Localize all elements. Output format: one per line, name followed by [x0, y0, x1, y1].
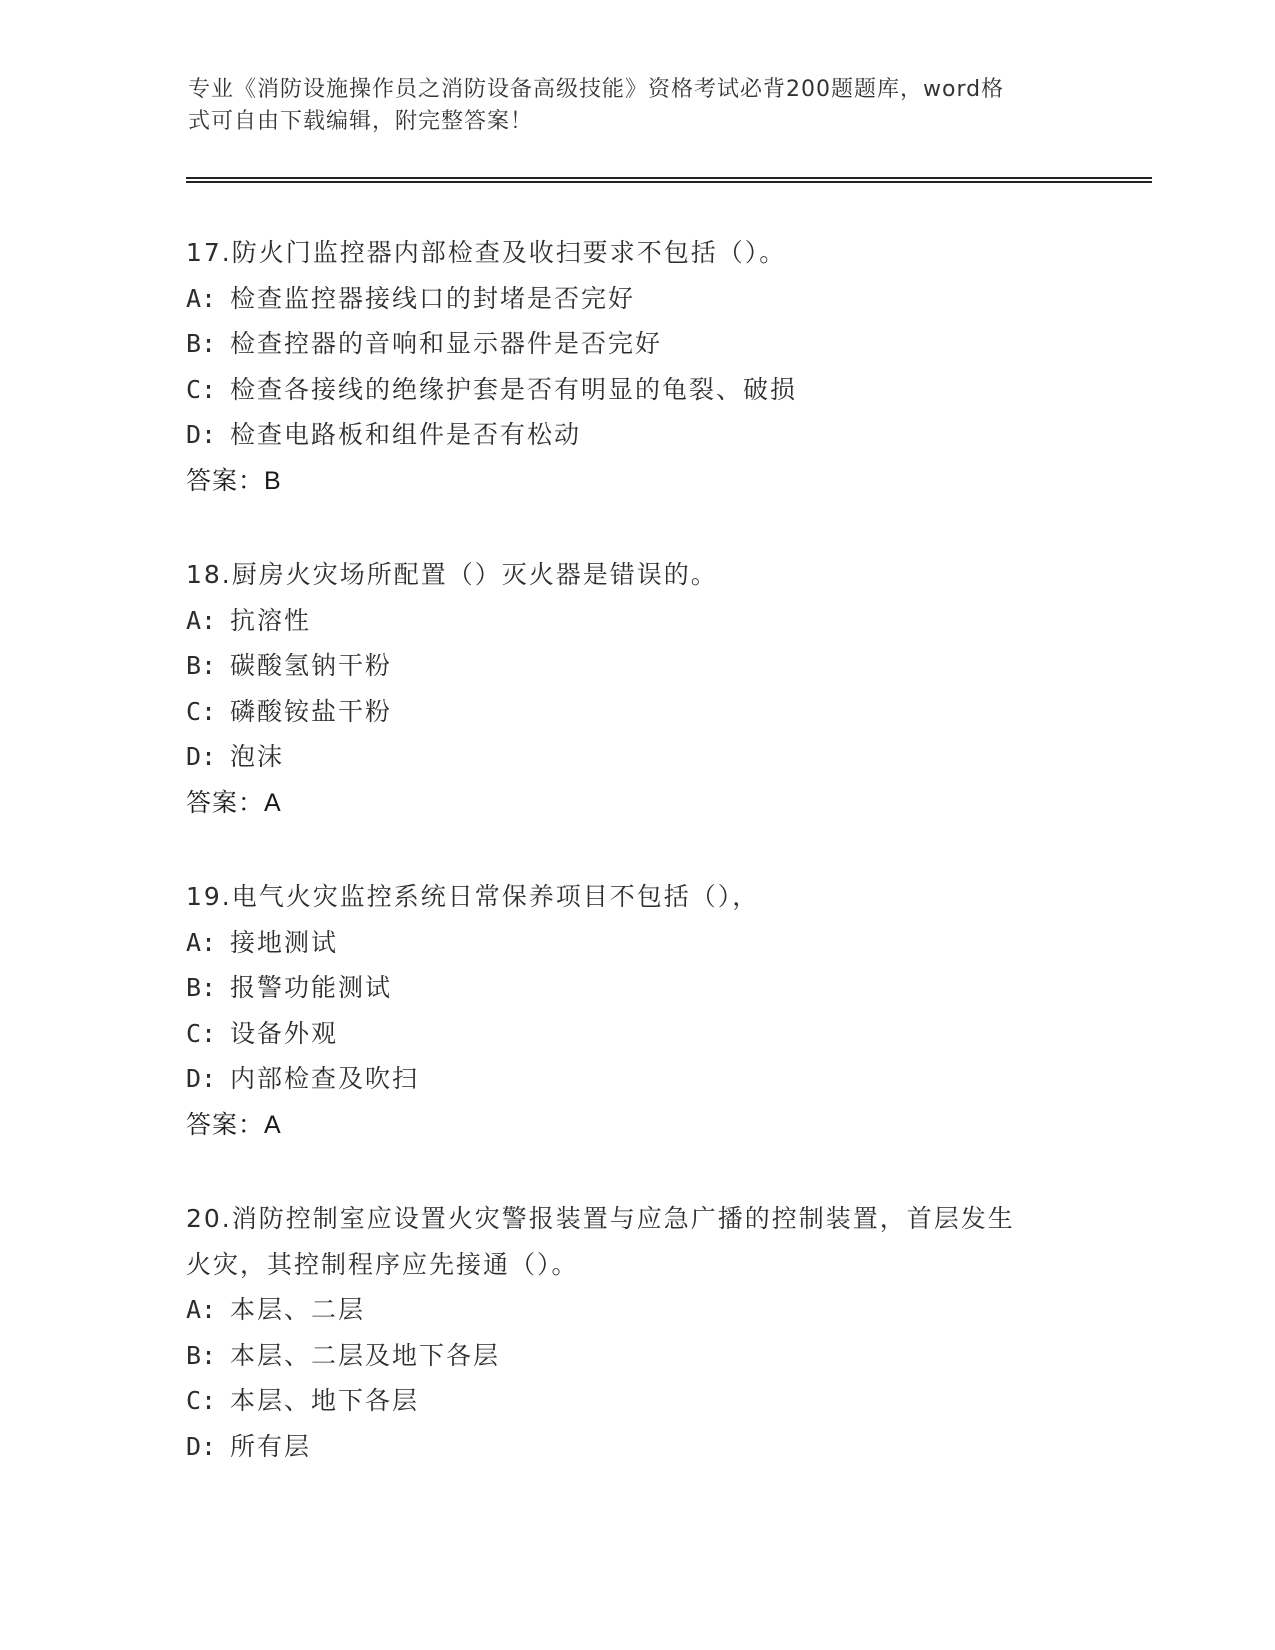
- option-text: 所有层: [230, 1431, 312, 1461]
- option-text: 接地测试: [230, 927, 339, 957]
- option-text: 内部检查及吹扫: [230, 1064, 420, 1093]
- answer-label: 答案：: [186, 465, 265, 495]
- option-letter: B:: [186, 973, 217, 1002]
- option-letter: D:: [186, 1431, 217, 1461]
- option-letter: B:: [186, 1340, 217, 1370]
- question-18: [186, 552, 1086, 825]
- option-text: 检查控器的音响和显示器件是否完好: [230, 329, 663, 358]
- option-letter: C:: [186, 374, 217, 404]
- option-letter: C:: [186, 1018, 217, 1048]
- option-d: [186, 1424, 1086, 1470]
- header-line-1: 专业《消防设施操作员之消防设备高级技能》资格考试必背200题题库，word格: [188, 77, 1005, 102]
- answer-label: 答案：: [186, 1109, 265, 1139]
- answer: [186, 780, 1086, 826]
- option-text: 报警功能测试: [230, 973, 393, 1002]
- option-text: 检查各接线的绝缘护套是否有明显的龟裂、破损: [230, 374, 798, 404]
- question-17: [186, 230, 1086, 503]
- answer-value: B: [264, 466, 282, 495]
- answer-value: A: [264, 788, 282, 817]
- option-letter: D:: [186, 1064, 217, 1093]
- option-c: [186, 689, 1086, 735]
- option-letter: D:: [186, 742, 217, 771]
- option-text: 本层、二层: [230, 1295, 366, 1324]
- option-letter: B:: [186, 329, 217, 358]
- option-letter: A:: [186, 605, 217, 635]
- option-text: 抗溶性: [230, 605, 312, 635]
- option-text: 本层、二层及地下各层: [230, 1340, 501, 1370]
- option-text: 碳酸氢钠干粉: [230, 651, 393, 680]
- answer: [186, 458, 1086, 504]
- question-19: [186, 874, 1086, 1147]
- option-b: [186, 321, 1086, 367]
- option-letter: B:: [186, 651, 217, 680]
- document-header: [188, 74, 1068, 138]
- option-d: [186, 412, 1086, 458]
- option-c: [186, 1011, 1086, 1057]
- option-c: [186, 367, 1086, 413]
- option-a: [186, 920, 1086, 966]
- option-letter: D:: [186, 420, 217, 449]
- answer-label: 答案：: [186, 787, 265, 817]
- option-text: 设备外观: [230, 1018, 339, 1048]
- question-text: 17.防火门监控器内部检查及收扫要求不包括（）。: [186, 238, 787, 267]
- header-line-2: 式可自由下载编辑，附完整答案！: [188, 109, 534, 134]
- option-c: [186, 1378, 1086, 1424]
- question-20: [186, 1196, 1086, 1469]
- option-b: [186, 965, 1086, 1011]
- option-a: [186, 276, 1086, 322]
- option-text: 本层、地下各层: [230, 1386, 420, 1415]
- question-text-line-1: 20.消防控制室应设置火灾警报装置与应急广播的控制装置，首层发生: [186, 1204, 1015, 1233]
- question-text-line-2: 火灾，其控制程序应先接通（）。: [186, 1249, 579, 1279]
- option-letter: A:: [186, 1295, 217, 1324]
- question-text: 19.电气火灾监控系统日常保养项目不包括（），: [186, 882, 760, 911]
- option-letter: A:: [186, 927, 217, 957]
- option-letter: C:: [186, 696, 217, 726]
- answer: [186, 1102, 1086, 1148]
- option-b: [186, 1333, 1086, 1379]
- answer-value: A: [264, 1110, 282, 1139]
- option-a: [186, 598, 1086, 644]
- option-a: [186, 1287, 1086, 1333]
- option-d: [186, 1056, 1086, 1102]
- option-letter: A:: [186, 283, 217, 313]
- option-letter: C:: [186, 1386, 217, 1415]
- option-text: 泡沫: [230, 742, 285, 771]
- header-divider: [186, 177, 1152, 183]
- option-text: 检查电路板和组件是否有松动: [230, 420, 582, 449]
- option-text: 检查监控器接线口的封堵是否完好: [230, 283, 636, 313]
- option-d: [186, 734, 1086, 780]
- question-text: 18.厨房火灾场所配置（）灭火器是错误的。: [186, 560, 718, 589]
- option-b: [186, 643, 1086, 689]
- option-text: 磷酸铵盐干粉: [230, 696, 393, 726]
